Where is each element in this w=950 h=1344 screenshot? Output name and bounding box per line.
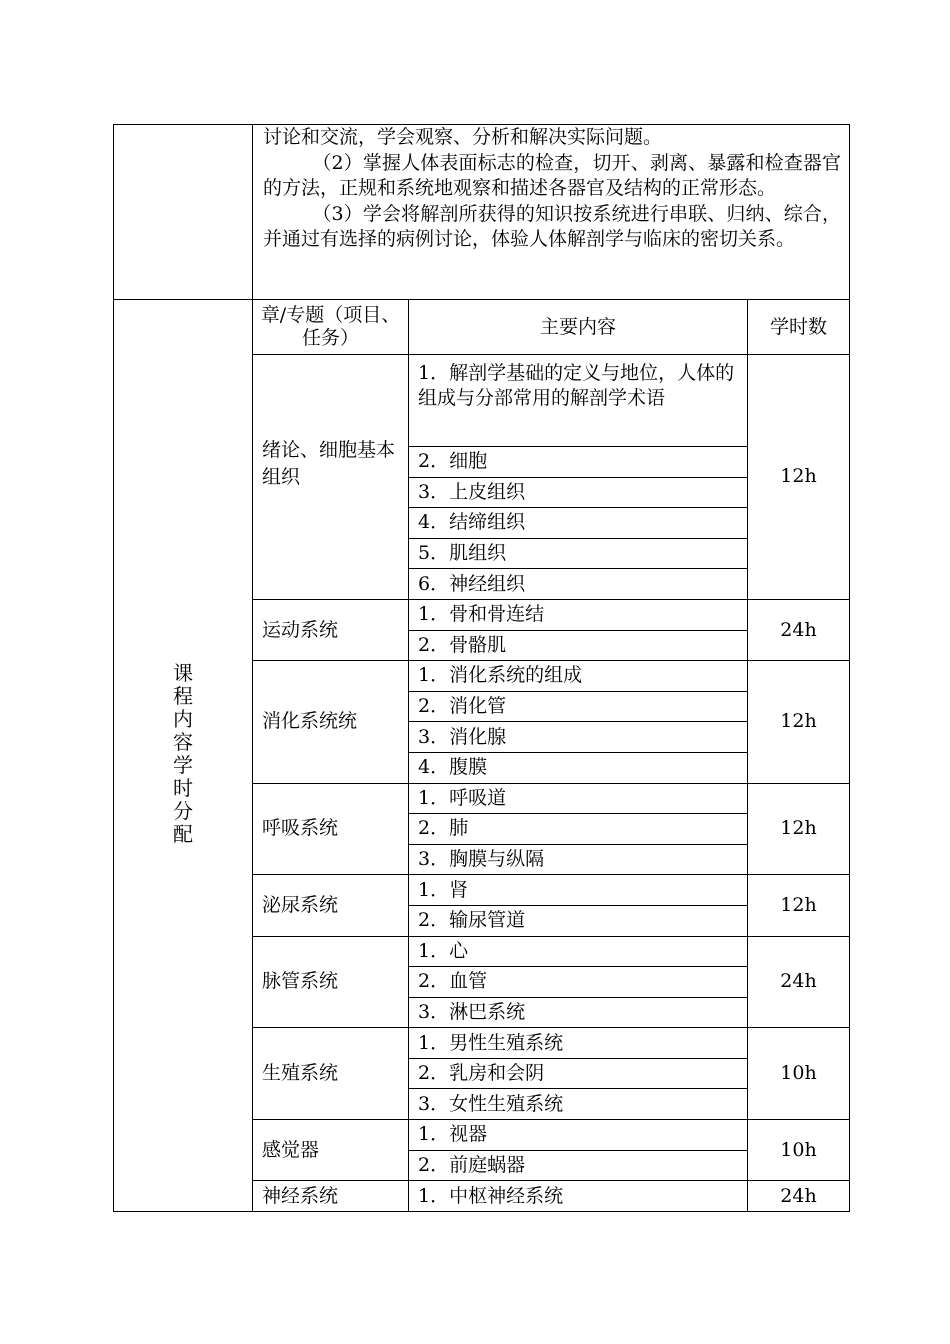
content-item: 1．男性生殖系统 (409, 1028, 748, 1059)
content-item: 3．胸膜与纵隔 (409, 844, 748, 875)
chapter-hours: 12h (748, 355, 850, 600)
objectives-row (114, 125, 850, 300)
chapter-name: 呼吸系统 (253, 783, 409, 875)
chapter-hours: 10h (748, 1028, 850, 1120)
content-item: 1．心 (409, 936, 748, 967)
side-label-cell (114, 300, 253, 1212)
content-item: 1．解剖学基础的定义与地位，人体的组成与分部常用的解剖学术语 (409, 355, 748, 447)
chapter-name: 脉管系统 (253, 936, 409, 1028)
content-item: 2．骨骼肌 (409, 630, 748, 661)
content-item: 2．血管 (409, 967, 748, 998)
chapter-name: 泌尿系统 (253, 875, 409, 936)
side-label: 课程内容学时分配 (173, 660, 193, 846)
content-item: 2．消化管 (409, 691, 748, 722)
chapter-name: 绪论、细胞基本组织 (253, 355, 409, 600)
content-item: 2．细胞 (409, 447, 748, 478)
content-item: 2．输尿管道 (409, 905, 748, 936)
content-item: 1．肾 (409, 875, 748, 906)
content-item: 2．前庭蜗器 (409, 1150, 748, 1181)
content-item: 6．神经组织 (409, 569, 748, 600)
content-item: 3．淋巴系统 (409, 997, 748, 1028)
objectives-paragraph: （2）掌握人体表面标志的检查，切开、剥离、暴露和检查器官的方法，正规和系统地观察和描述各器官及结构的正常形态。 (263, 151, 842, 199)
content-item: 1．视器 (409, 1120, 748, 1151)
objectives-text-cell (253, 125, 850, 300)
content-item: 1．骨和骨连结 (409, 599, 748, 630)
objectives-paragraph: 讨论和交流，学会观察、分析和解决实际问题。 (263, 126, 663, 148)
content-item: 1．消化系统的组成 (409, 661, 748, 692)
content-item: 4．腹膜 (409, 752, 748, 783)
chapter-name: 感觉器 (253, 1120, 409, 1181)
chapter-name: 神经系统 (253, 1181, 409, 1212)
objectives-label-cell (114, 125, 253, 300)
content-item: 3．消化腺 (409, 722, 748, 753)
chapter-hours: 24h (748, 936, 850, 1028)
header-row (114, 300, 850, 355)
content-item: 1．呼吸道 (409, 783, 748, 814)
chapter-hours: 12h (748, 783, 850, 875)
chapter-name: 运动系统 (253, 599, 409, 660)
header-content: 主要内容 (409, 300, 748, 355)
content-item: 2．乳房和会阴 (409, 1058, 748, 1089)
chapter-hours: 10h (748, 1120, 850, 1181)
chapter-hours: 12h (748, 661, 850, 783)
chapter-name: 生殖系统 (253, 1028, 409, 1120)
content-item: 2．肺 (409, 814, 748, 845)
content-item: 1．中枢神经系统 (409, 1181, 748, 1212)
chapter-hours: 12h (748, 875, 850, 936)
header-hours: 学时数 (748, 300, 850, 355)
chapter-hours: 24h (748, 1181, 850, 1212)
content-item: 3．上皮组织 (409, 477, 748, 508)
header-chapter: 章/专题（项目、任务） (253, 300, 409, 355)
content-item: 3．女性生殖系统 (409, 1089, 748, 1120)
chapter-name: 消化系统统 (253, 661, 409, 783)
chapter-hours: 24h (748, 599, 850, 660)
objectives-paragraph: （3）学会将解剖所获得的知识按系统进行串联、归纳、综合，并通过有选择的病例讨论，体验人体解剖学与临床的密切关系。 (263, 202, 842, 250)
content-item: 5．肌组织 (409, 538, 748, 569)
content-item: 4．结缔组织 (409, 508, 748, 539)
course-table (113, 124, 850, 1212)
